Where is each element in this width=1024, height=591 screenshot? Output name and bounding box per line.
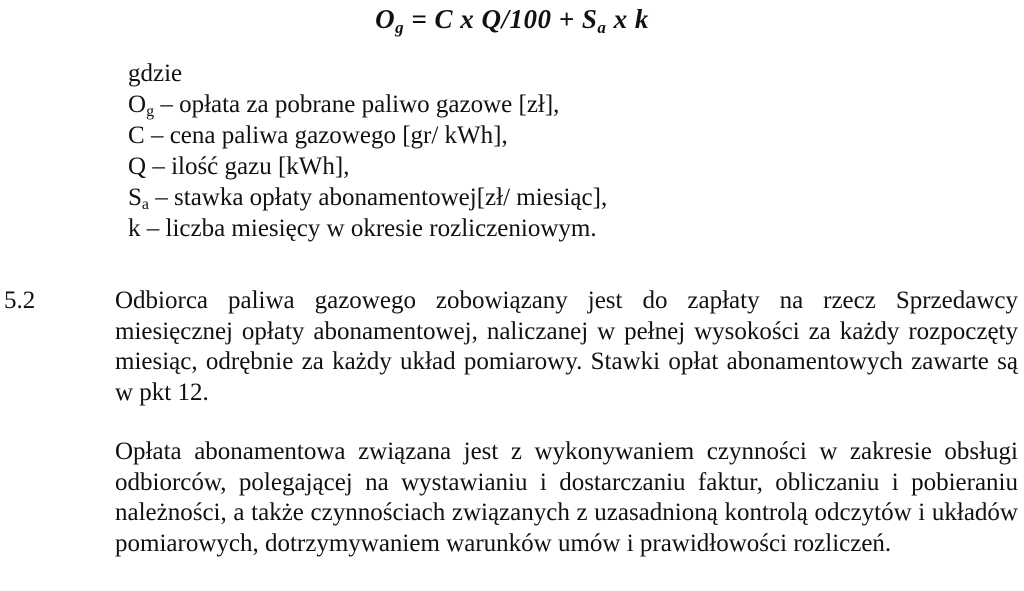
formula-end: x k bbox=[606, 4, 649, 34]
definition-text: – stawka opłaty abonamentowej[zł/ miesiąc], bbox=[149, 184, 608, 211]
formula-middle: = C x Q/100 + S bbox=[404, 4, 598, 34]
definition-item bbox=[128, 151, 607, 182]
formula bbox=[0, 2, 1024, 36]
formula-subscript-a: a bbox=[597, 18, 607, 37]
definition-item bbox=[128, 213, 607, 244]
definition-text: – ilość gazu [kWh], bbox=[146, 153, 350, 180]
definition-symbol: C bbox=[128, 122, 145, 149]
definitions-list bbox=[128, 58, 607, 244]
definitions-intro: gdzie bbox=[128, 60, 183, 87]
definition-item bbox=[128, 182, 607, 213]
definition-item bbox=[128, 89, 607, 120]
definition-symbol: k bbox=[128, 215, 141, 242]
definition-symbol: Q bbox=[128, 153, 147, 180]
formula-subscript-g: g bbox=[395, 18, 405, 37]
definition-subscript: a bbox=[141, 196, 150, 213]
section-paragraph-2: Opłata abonamentowa związana jest z wykonywaniem czynności w zakresie obsługi odbiorców, polegającej na wystawianiu i dostarczaniu faktur, obliczaniu i pobieraniu należności, a także czynnościach związanych z uzasadnioną kontrolą odczytów i układów pomiarowych, dotrzymywaniem warunków umów i prawidłowości rozliczeń. bbox=[115, 438, 1018, 557]
section-number: 5.2 bbox=[4, 287, 36, 314]
definition-item bbox=[128, 120, 607, 151]
definition-symbol: S bbox=[128, 184, 142, 211]
formula-symbol-o: O bbox=[375, 4, 396, 34]
section-paragraph-1: Odbiorca paliwa gazowego zobowiązany jest do zapłaty na rzecz Sprzedawcy miesięcznej opłaty abonamentowej, naliczanej w pełnej wysokości za każdy rozpoczęty miesiąc, odrębnie za każdy układ pomiarowy. Stawki opłat abonamentowych zawarte są w pkt 12. bbox=[115, 287, 1018, 406]
definition-text: – liczba miesięcy w okresie rozliczeniowym. bbox=[140, 215, 597, 242]
definition-subscript: g bbox=[146, 103, 155, 120]
definition-text: – opłata za pobrane paliwo gazowe [zł], bbox=[154, 91, 560, 118]
definition-text: – cena paliwa gazowego [gr/ kWh], bbox=[144, 122, 508, 149]
definition-symbol: O bbox=[128, 91, 147, 118]
